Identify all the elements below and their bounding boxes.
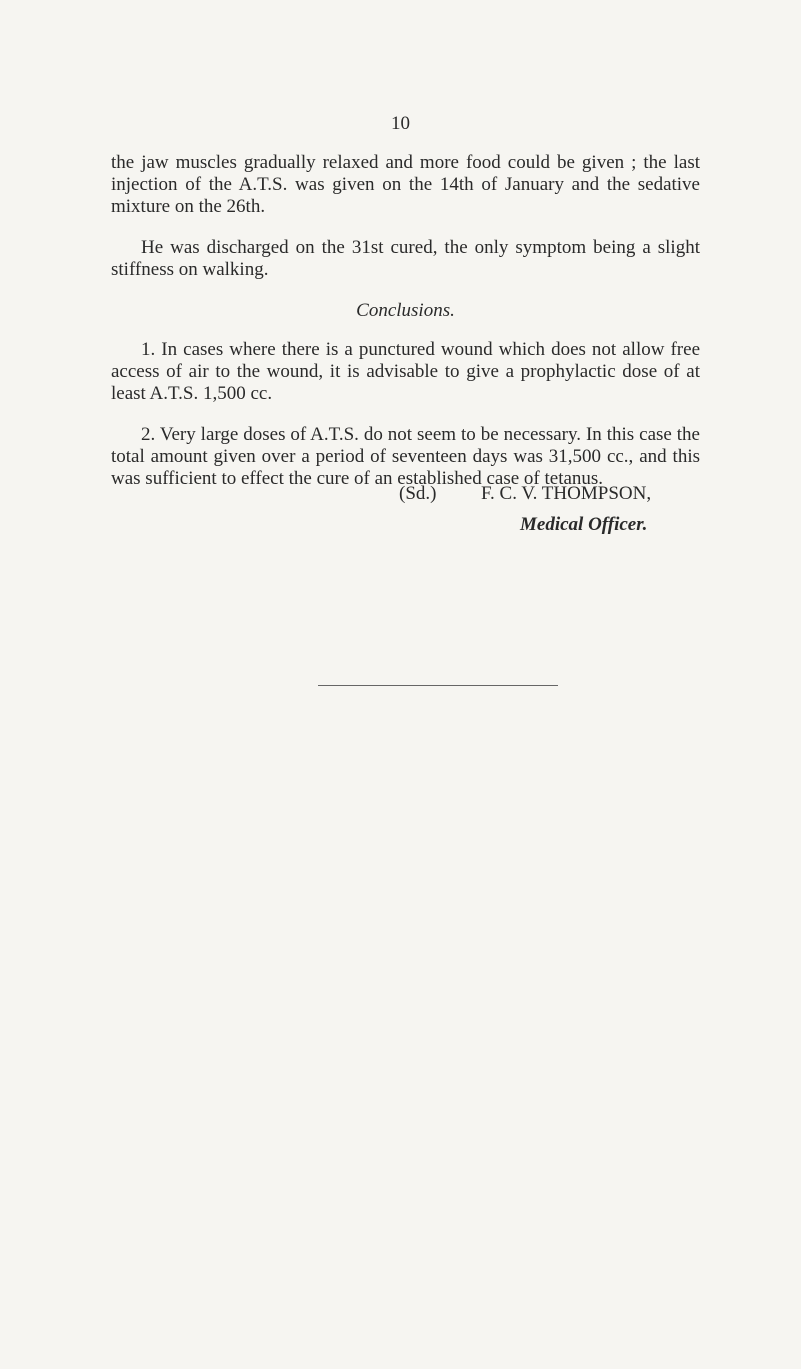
paragraph-continuation: the jaw muscles gradually relaxed and more food could be given ; the last injection of the A.T.S. was given on the 14th of January and the sedative mixture on the 26th. bbox=[111, 152, 700, 217]
conclusion-item-1: 1. In cases where there is a punctured wound which does not allow free access of air to the wound, it is advisable to give a prophylactic dose of at least A.T.S. 1,500 cc. bbox=[111, 339, 700, 404]
page-number: 10 bbox=[391, 113, 410, 134]
conclusions-heading: Conclusions. bbox=[356, 300, 455, 321]
signature-line bbox=[399, 482, 651, 506]
signature-prefix: (Sd.) bbox=[399, 483, 437, 504]
paragraph-discharge: He was discharged on the 31st cured, the only symptom being a slight stiffness on walking. bbox=[111, 237, 700, 280]
signature-name: F. C. V. THOMPSON, bbox=[481, 483, 652, 504]
horizontal-rule bbox=[318, 685, 558, 686]
conclusion-item-2: 2. Very large doses of A.T.S. do not seem to be necessary. In this case the total amount given over a period of seventeen days was 31,500 cc., and this was sufficient to effect the cure of an established case of tetanus. bbox=[111, 424, 700, 489]
body-text bbox=[111, 152, 700, 509]
signature-title: Medical Officer. bbox=[520, 514, 648, 535]
